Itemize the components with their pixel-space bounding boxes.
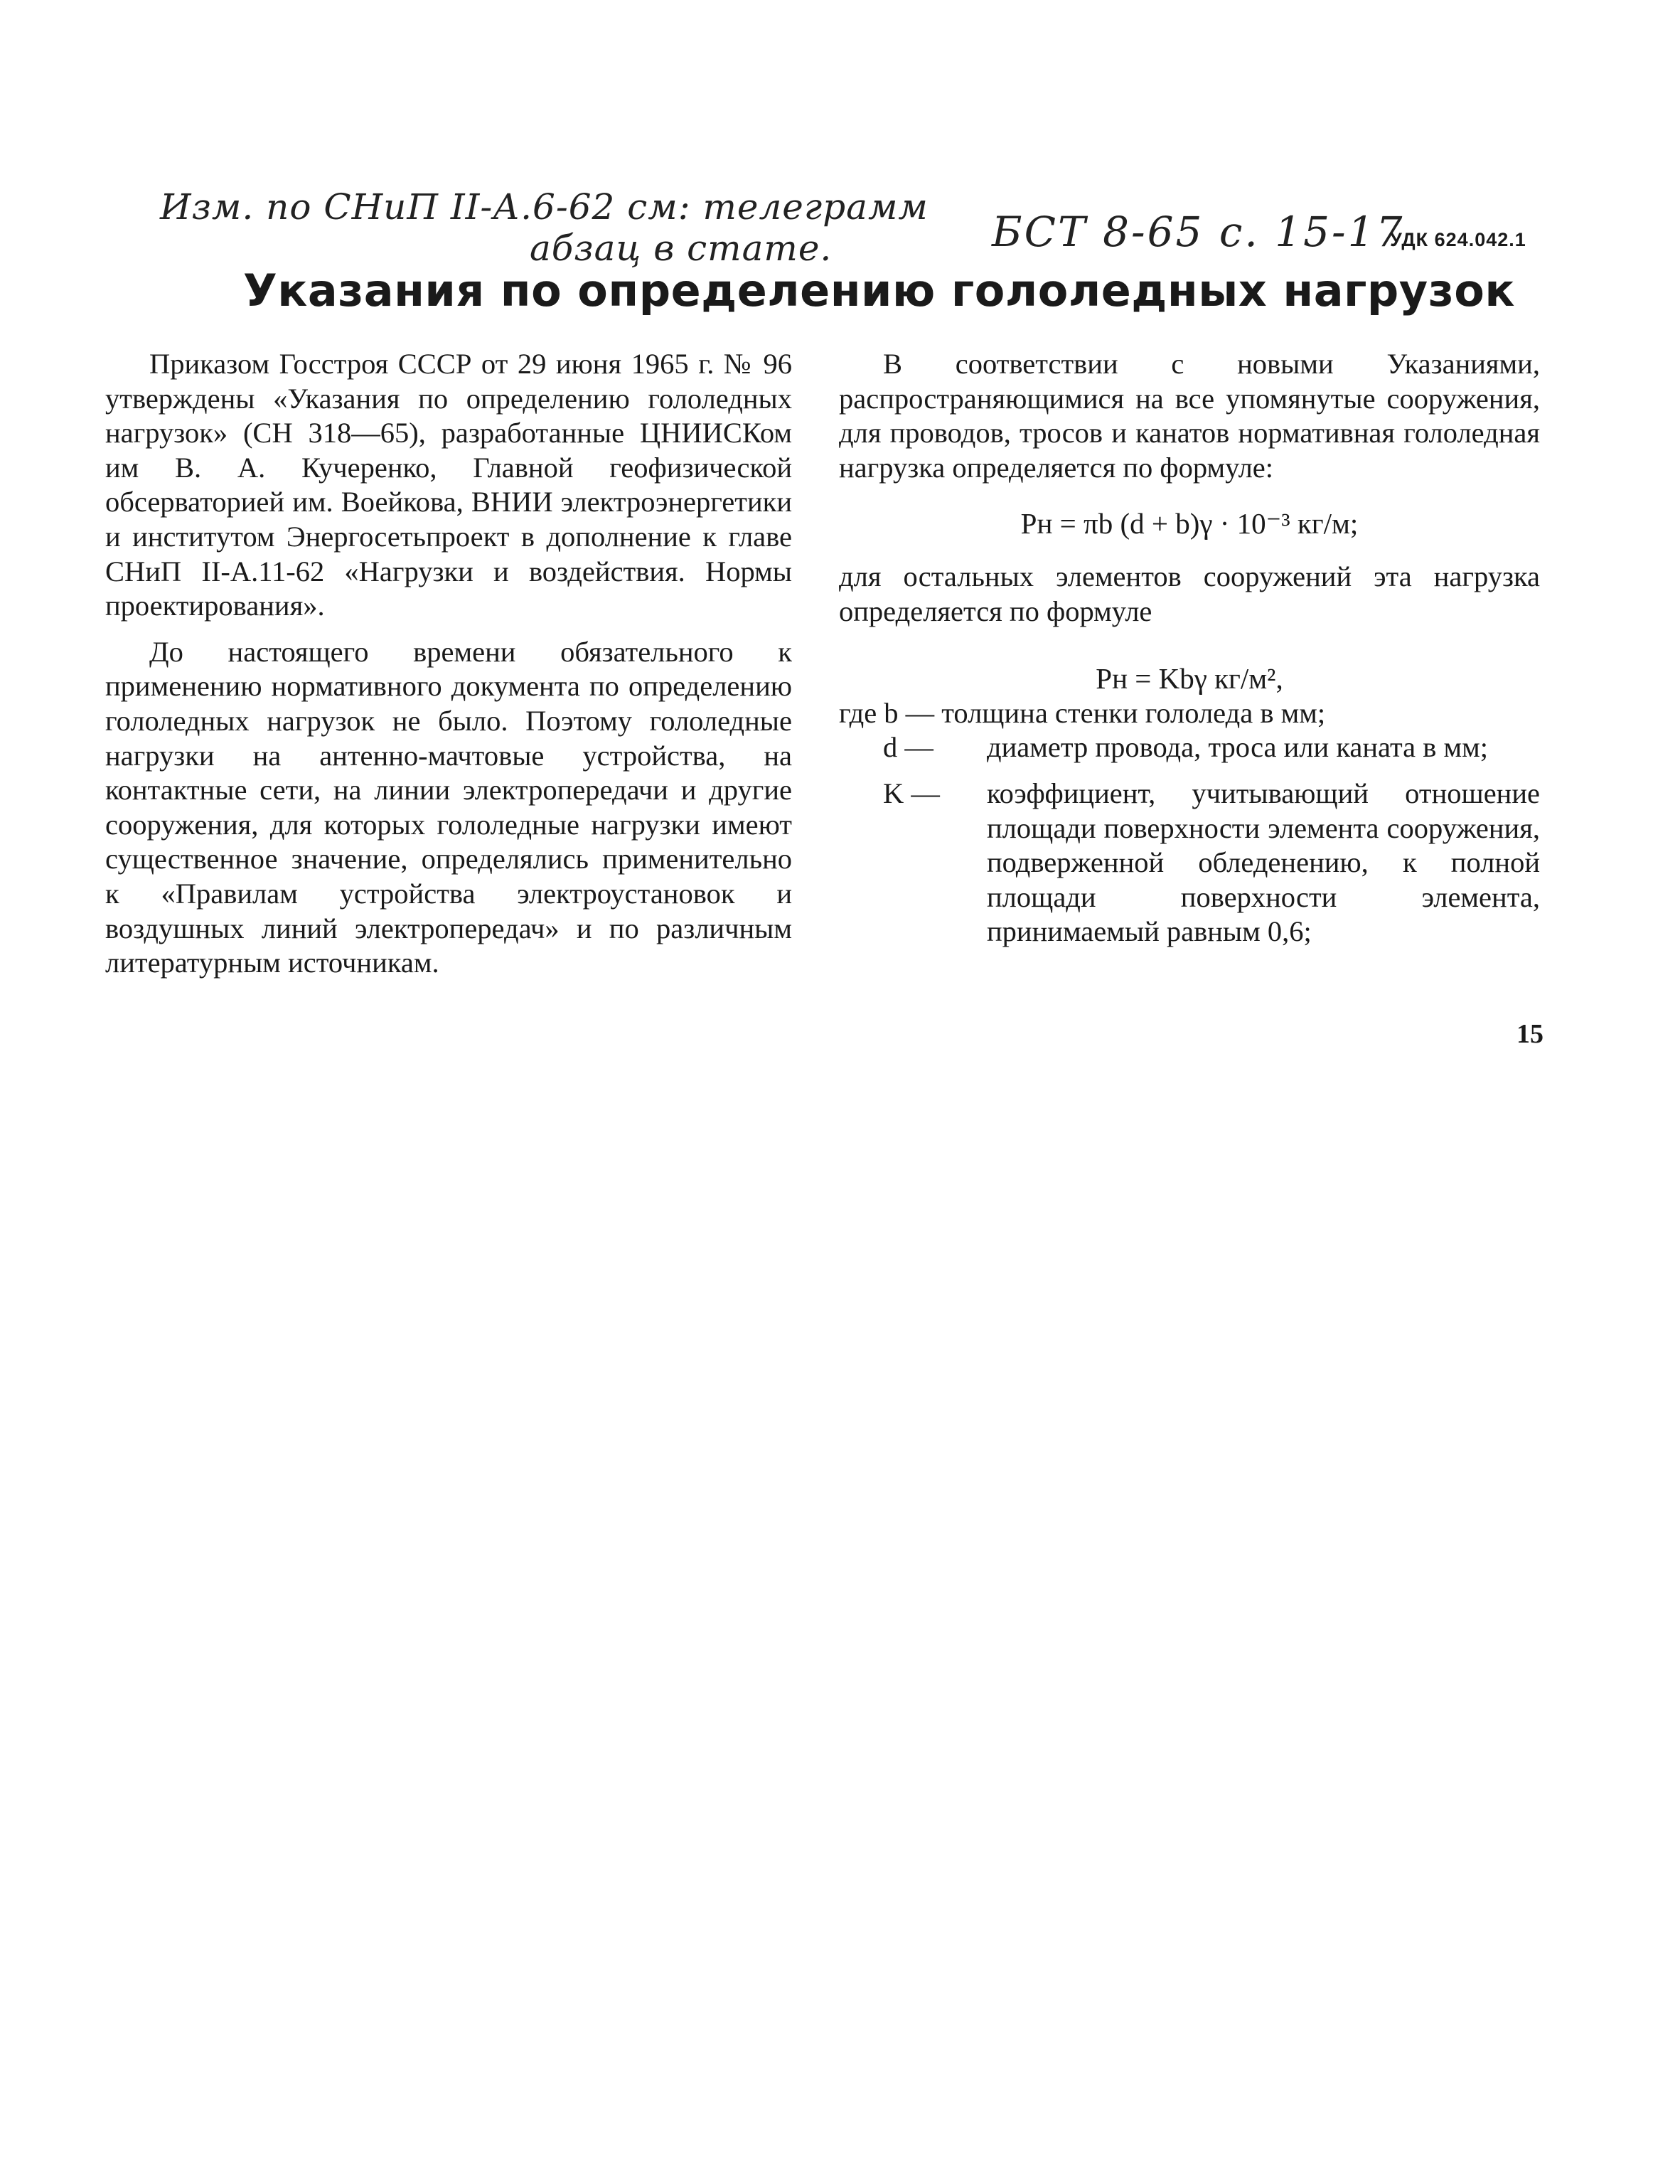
definition-b-symbol: где b — [839, 696, 935, 729]
page-number: 15 [1516, 1019, 1543, 1049]
handwritten-note-line-2: абзац в стате. [530, 228, 833, 269]
paragraph-history: До настоящего времени обязательного к применению нормативного документа по определению гололедных нагрузок не было. Поэтому гололедные нагрузки на антенно-мачтовые устройства, на контактные сети, на линии электропередачи и другие сооружения, для которых гололедные нагрузки имеют существенное значение, определялись применительно к «Правилам устройства электроустановок и воздушных линий электропередач» и по различным литературным источникам. [105, 635, 792, 979]
paragraph-new-guidance: В соответствии с новыми Указаниями, распространяющимися на все упомянутые сооружения, для проводов, тросов и канатов нормативная гололедная нагрузка определяется по формуле: [839, 348, 1540, 484]
page-title: Указания по определению гололедных нагрузок [243, 265, 1515, 316]
handwritten-reference: БСТ 8-65 с. 15-17 [992, 208, 1405, 256]
definition-d-symbol: d — [883, 731, 933, 764]
definition-d-text: диаметр провода, троса или каната в мм; [987, 731, 1489, 764]
left-column [105, 347, 792, 981]
definition-k-text: коэффициент, учитывающий отношение площади поверхности элемента сооружения, подверженной обледенению, к полной площади поверхности элемента, принимаемый равным 0,6; [987, 777, 1540, 948]
definition-d [839, 730, 1540, 765]
paragraph-order: Приказом Госстроя СССР от 29 июня 1965 г. № 96 утверждены «Указания по определению гололедных нагрузок» (СН 318—65), разработанные ЦНИИСКом им В. А. Кучеренко, Главной геофизической обсерваторией им. Воейкова, ВНИИ электроэнергетики и институтом Энергосетьпроект в дополнение к главе СНиП II-А.11-62 «Нагрузки и воздействия. Нормы проектирования». [105, 348, 792, 622]
paragraph-other-elements: для остальных элементов сооружений эта нагрузка определяется по формуле [839, 560, 1540, 627]
handwritten-note-line-1: Изм. по СНиП II-А.6-62 см: телеграмм [160, 186, 929, 228]
formula-element-load: Pн = Kbγ кг/м², [1096, 662, 1283, 696]
right-column [839, 347, 1540, 949]
definition-b-text: толщина стенки гололеда в мм; [941, 696, 1326, 729]
definition-k [839, 777, 1540, 949]
definition-b [839, 696, 1540, 731]
udk-code: УДК 624.042.1 [1390, 229, 1526, 250]
formula-wire-load: Pн = πb (d + b)γ · 10⁻³ кг/м; [1020, 507, 1359, 540]
definition-k-symbol: K — [883, 777, 940, 809]
